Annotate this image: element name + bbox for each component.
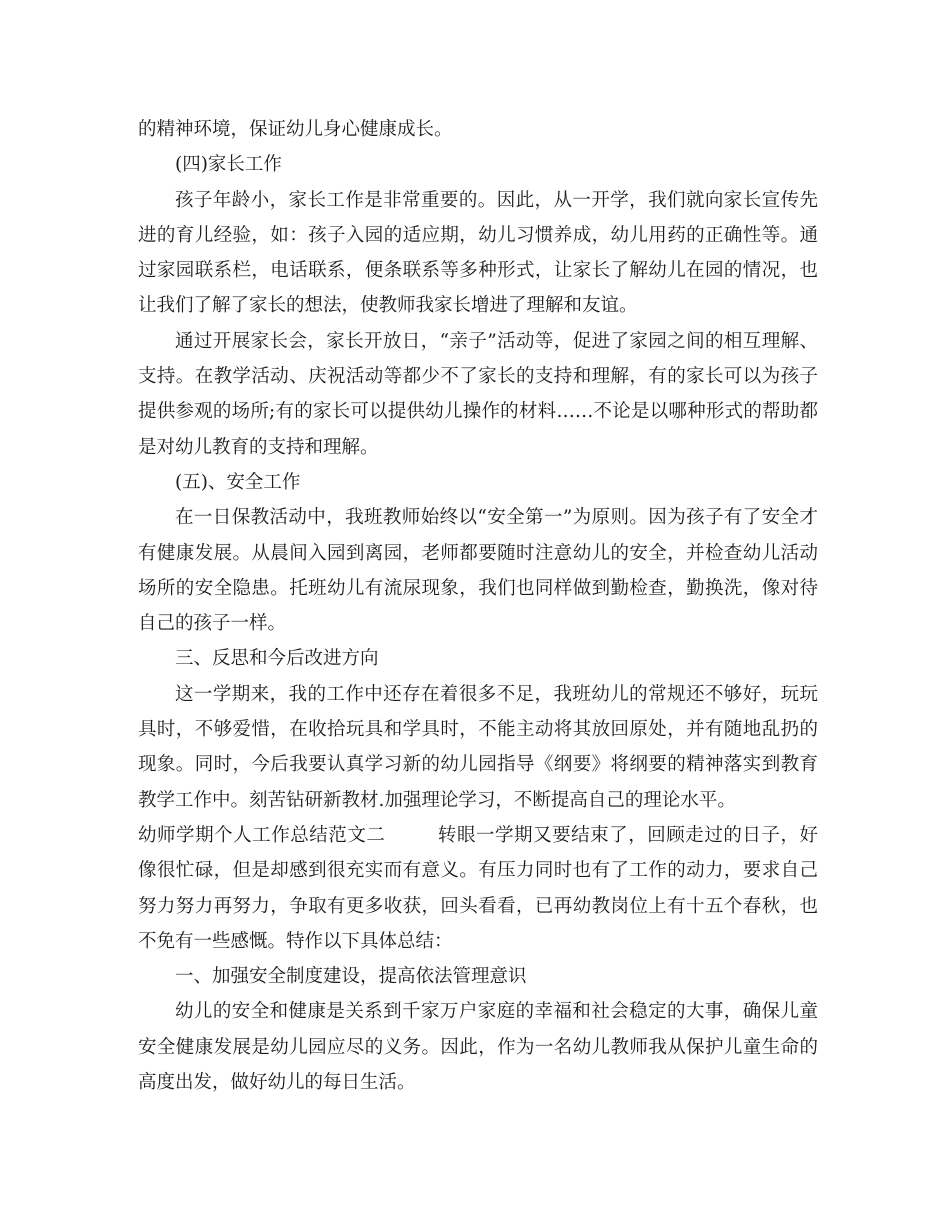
paragraph-parent-work-1: 孩子年龄小，家长工作是非常重要的。因此，从一开学，我们就向家长宣传先进的育儿经验，如：孩子入园的适应期，幼儿习惯养成，幼儿用药的正确性等。通过家园联系栏，电话联系，便条联系等多种形式，让家长了解幼儿在园的情况，也让我们了解了家长的想法，使教师我家长增进了理解和友谊。: [138, 189, 818, 317]
paragraph-safety-system: 幼儿的安全和健康是关系到千家万户家庭的幸福和社会稳定的大事，确保儿童安全健康发展是幼儿园应尽的义务。因此，作为一名幼儿教师我从保护儿童生命的高度出发，做好幼儿的每日生活。: [138, 1001, 818, 1094]
section-two-title: 幼师学期个人工作总结范文二: [138, 824, 386, 846]
section-heading-reflection: 三、反思和今后改进方向: [175, 648, 379, 670]
section-heading-parent-work: (四)家长工作: [175, 154, 282, 176]
paragraph-safety-work: 在一日保教活动中，我班教师始终以“安全第一”为原则。因为孩子有了安全才有健康发展。从晨间入园到离园，老师都要随时注意幼儿的安全，并检查幼儿活动场所的安全隐患。托班幼儿有流尿现象，我们也同样做到勤检查，勤换洗，像对待自己的孩子一样。: [138, 507, 818, 635]
paragraph-continuation: 的精神环境，保证幼儿身心健康成长。: [138, 119, 453, 140]
paragraph-reflection: 这一学期来，我的工作中还存在着很多不足，我班幼儿的常规还不够好，玩玩具时，不够爱惜，在收拾玩具和学具时，不能主动将其放回原处，并有随地乱扔的现象。同时，今后我要认真学习新的幼儿园指导《纲要》将纲要的精神落实到教育教学工作中。刻苦钻研新教材.加强理论学习，不断提高自己的理论水平。: [138, 683, 818, 811]
document-body: [138, 112, 818, 1100]
section-heading-safety-system: 一、加强安全制度建设，提高依法管理意识: [175, 966, 527, 988]
paragraph-section-two: [138, 818, 818, 959]
section-two-intro: 转眼一学期又要结束了，回顾走过的日子，好像很忙碌，但是却感到很充实而有意义。有压力同时也有了工作的动力，要求自己努力努力再努力，争取有更多收获，回头看看，已再幼教岗位上有十五个春秋，也不免有一些感慨。特作以下具体总结：: [138, 824, 818, 952]
section-heading-safety-work: (五)、安全工作: [175, 471, 301, 493]
paragraph-parent-work-2: 通过开展家长会，家长开放日，“亲子”活动等，促进了家园之间的相互理解、支持。在教学活动、庆祝活动等都少不了家长的支持和理解，有的家长可以为孩子提供参观的场所;有的家长可以提供幼儿操作的材料……不论是以哪种形式的帮助都是对幼儿教育的支持和理解。: [138, 330, 818, 458]
